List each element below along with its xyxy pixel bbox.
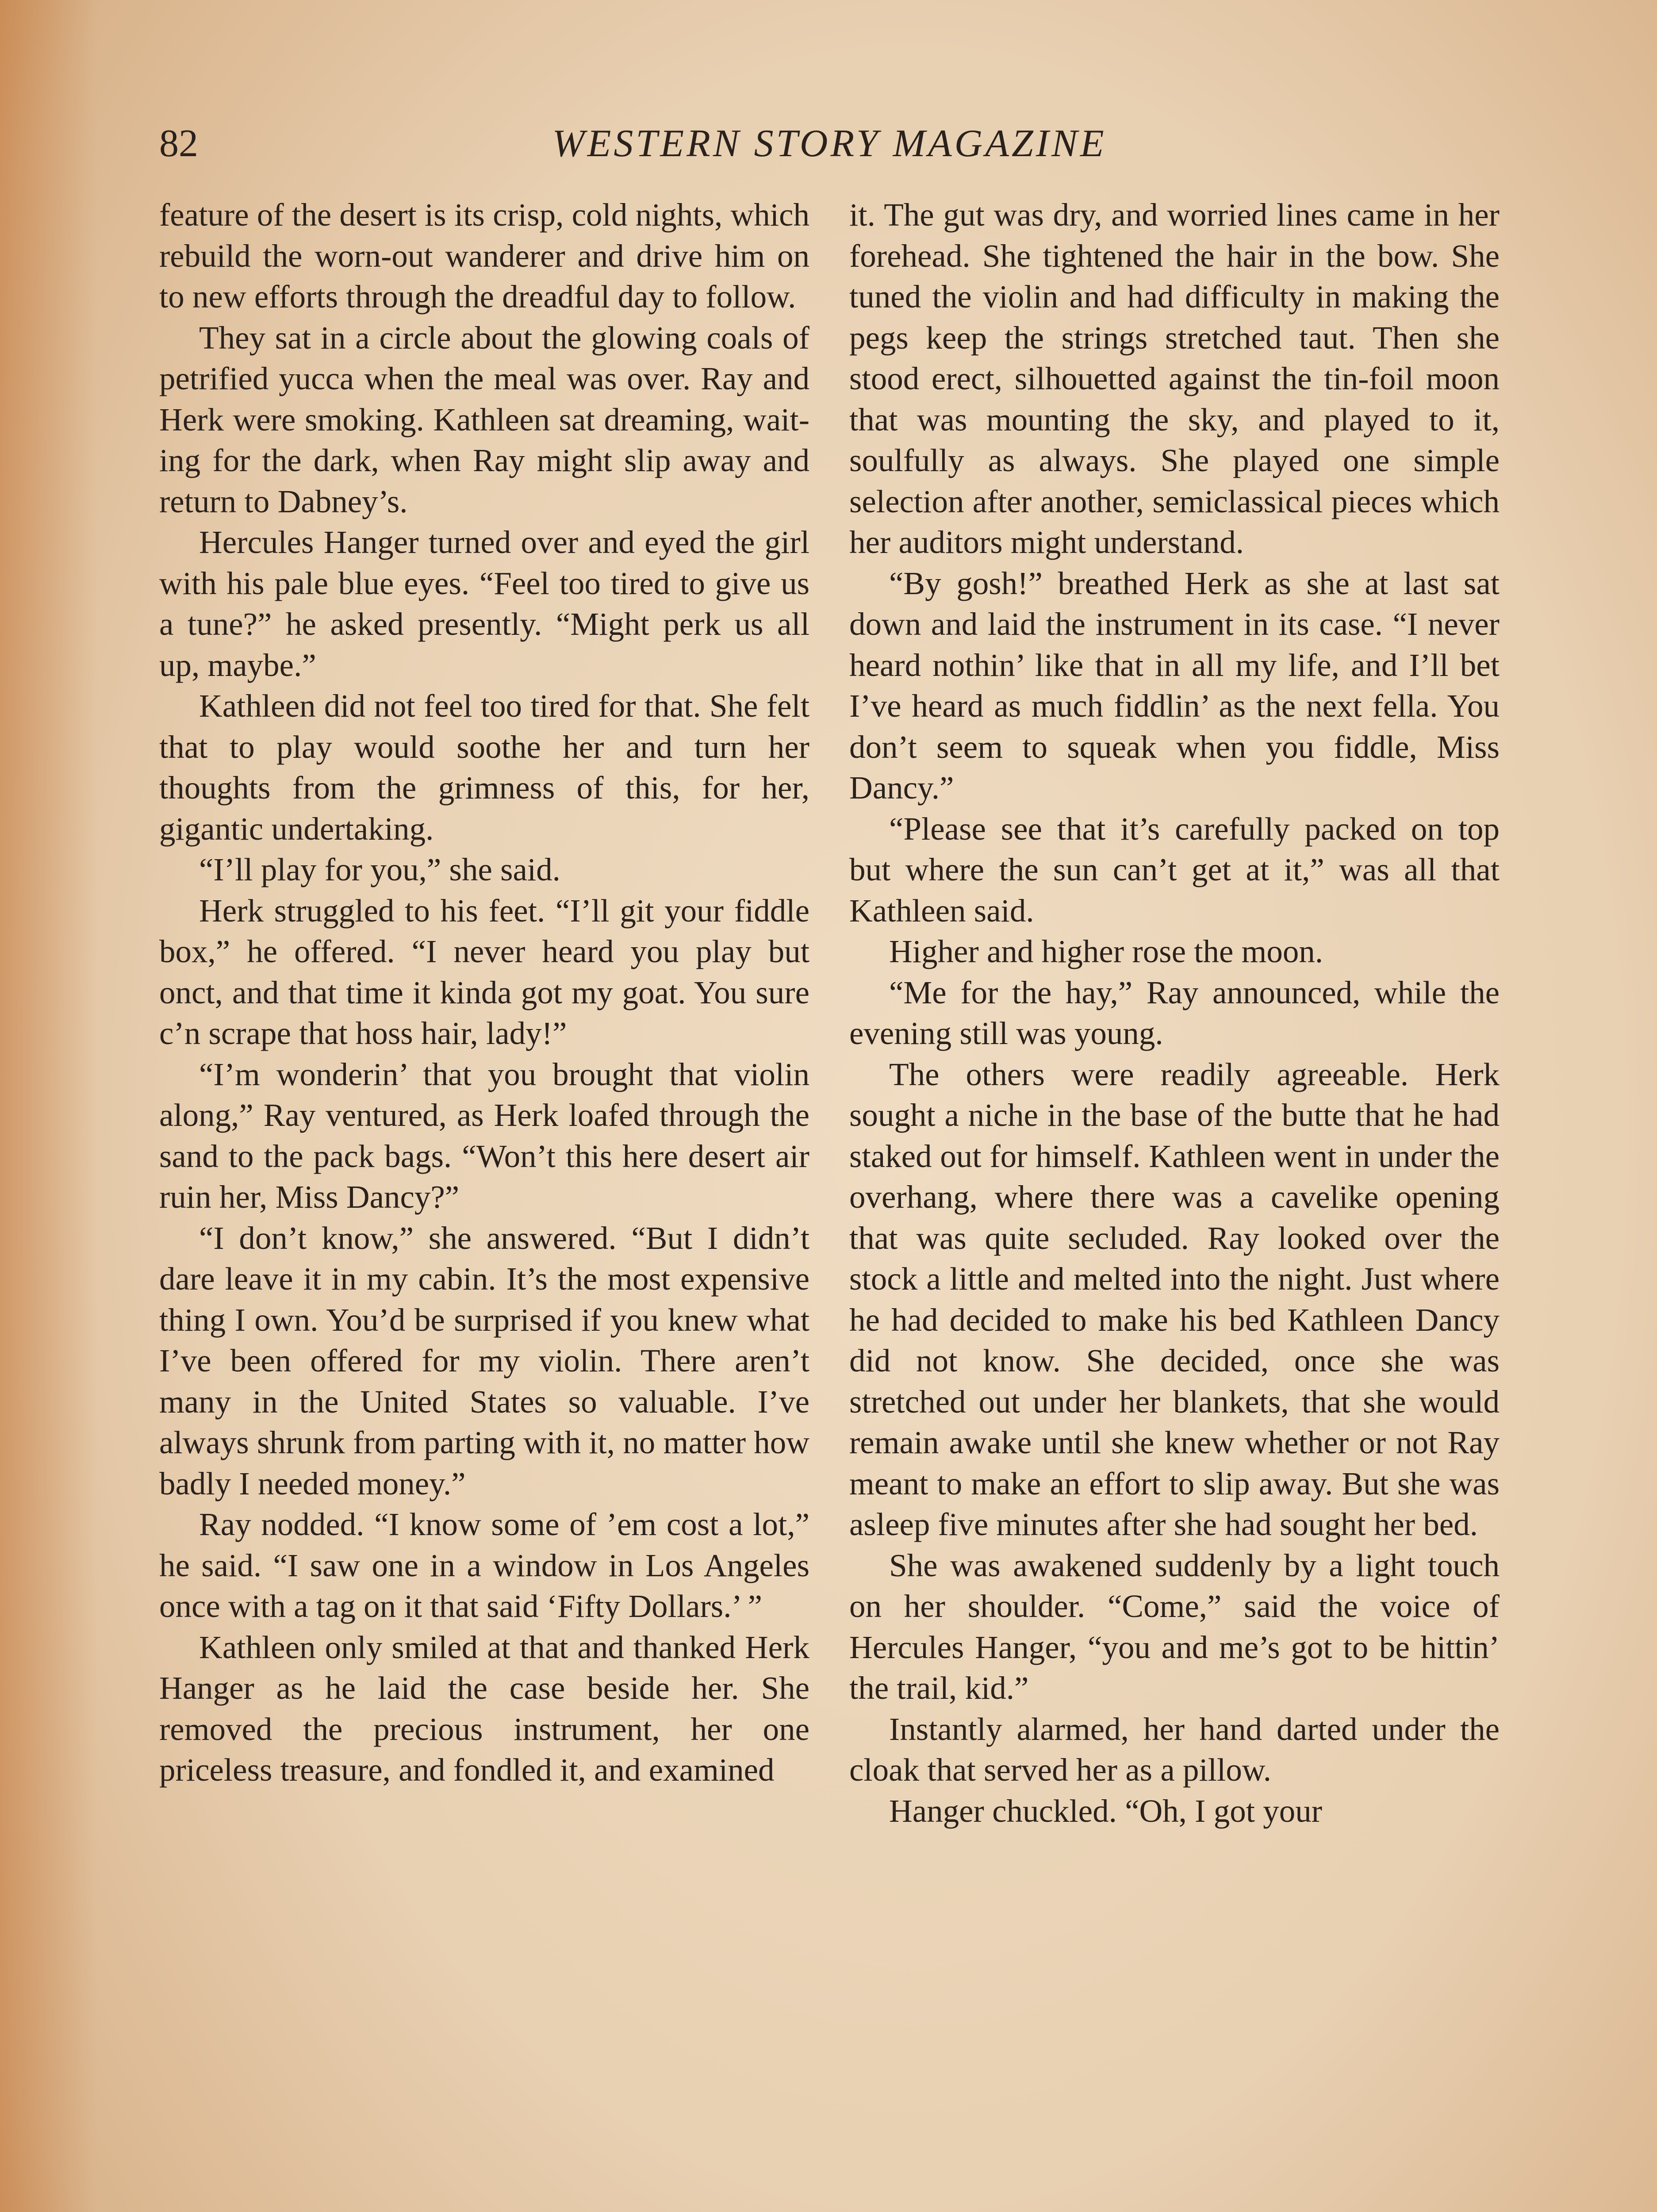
paragraph: “Please see that it’s carefully packed on top but where the sun can’t get at it,” was all that Kathleen said. [849, 810, 1500, 929]
paragraph: “I’m wonderin’ that you brought that violin along,” Ray ventured, as Herk loafed through the sand to the pack bags. “Won’t this here desert air ruin her, Miss Dancy?” [159, 1056, 809, 1215]
right-column [849, 195, 1500, 2212]
paragraph: Kathleen only smiled at that and thanked Herk Hanger as he laid the case beside her. She removed the precious instrument, her one priceless treasure, and fondled it, and examined [159, 1629, 809, 1788]
paragraph: it. The gut was dry, and worried lines came in her forehead. She tightened the hair in the bow. She tuned the violin and had difficulty in making the pegs keep the strings stretched taut. Then she stood erect, silhouetted against the tin-foil moon that was mounting the sky, and played to it, soulfully as always. She played one simple selection after another, semiclassical pieces which her auditors might understand. [849, 197, 1500, 560]
paper-aging-left [0, 0, 97, 2212]
page-number: 82 [159, 122, 198, 165]
paragraph: Herk struggled to his feet. “I’ll git your fiddle box,” he offered. “I never heard you play but onct, and that time it kinda got my goat. You sure c’n scrape that hoss hair, lady!” [159, 892, 809, 1051]
running-title: WESTERN STORY MAGAZINE [552, 122, 1107, 165]
paragraph: feature of the desert is its crisp, cold nights, which rebuild the worn-out wanderer and drive him on to new efforts through the dreadful day to follow. [159, 197, 809, 315]
paragraph: “I don’t know,” she answered. “But I didn’t dare leave it in my cabin. It’s the most expensive thing I own. You’d be surprised if you knew what I’ve been offered for my violin. There aren’t many in the United States so valuable. I’ve always shrunk from parting with it, no matter how badly I needed money.” [159, 1220, 809, 1502]
paragraph: “I’ll play for you,” she said. [199, 852, 560, 887]
paragraph: Higher and higher rose the moon. [889, 933, 1323, 969]
paragraph: The others were readily agreeable. Herk sought a niche in the base of the butte that he had staked out for himself. Kathleen went in under the overhang, where there was a cavelike opening that was quite secluded. Ray looked over the stock a little and melted into the night. Just where he had decided to make his bed Kathleen Dancy did not know. She decided, once she was stretched out under her blankets, that she would remain awake until she knew whether or not Ray meant to make an effort to slip away. But she was asleep five minutes after she had sought her bed. [849, 1056, 1500, 1542]
paragraph: “By gosh!” breathed Herk as she at last sat down and laid the instrument in its case. “I never heard nothin’ like that in all my life, and I’ll bet I’ve heard as much fiddlin’ as the next fella. You don’t seem to squeak when you fiddle, Miss Dancy.” [849, 565, 1500, 806]
paragraph: They sat in a circle about the glowing coals of petrified yucca when the meal was over. Ray and Herk were smoking. Kathleen sat dreaming, waiting for the dark, when Ray might slip away and return to Dabney’s. [159, 319, 809, 519]
paragraph: Hanger chuckled. “Oh, I got your [889, 1793, 1323, 1829]
paragraph: “Me for the hay,” Ray announced, while the evening still was young. [849, 974, 1500, 1051]
paragraph: Ray nodded. “I know some of ’em cost a lot,” he said. “I saw one in a window in Los Angeles once with a tag on it that said ‘Fifty Dollars.’ ” [159, 1506, 809, 1624]
page-header [159, 119, 1500, 168]
paragraph: Instantly alarmed, her hand darted under the cloak that served her as a pillow. [849, 1711, 1500, 1788]
paragraph: She was awakened suddenly by a light touch on her shoulder. “Come,” said the voice of Hercules Hanger, “you and me’s got to be hittin’ the trail, kid.” [849, 1547, 1500, 1706]
paragraph: Kathleen did not feel too tired for that. She felt that to play would soothe her and turn her thoughts from the grimness of this, for her, gigantic undertaking. [159, 688, 809, 847]
left-column [159, 195, 809, 2212]
paragraph: Hercules Hanger turned over and eyed the girl with his pale blue eyes. “Feel too tired to give us a tune?” he asked presently. “Might perk us all up, maybe.” [159, 524, 809, 683]
